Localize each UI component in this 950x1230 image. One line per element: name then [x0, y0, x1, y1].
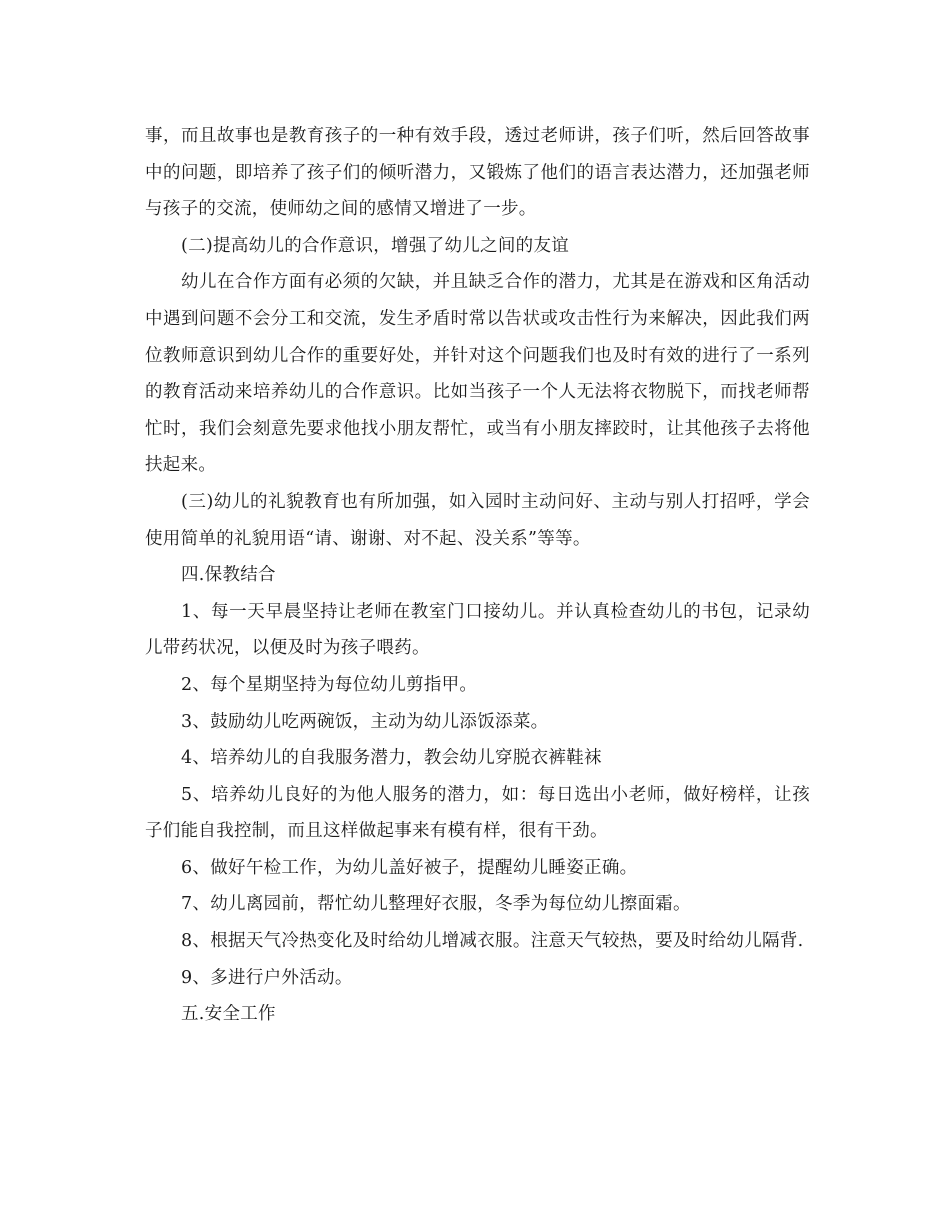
list-item-7: 7、幼儿离园前，帮忙幼儿整理好衣服，冬季为每位幼儿擦面霜。	[181, 894, 691, 915]
paragraph-courtesy: (三)幼儿的礼貌教育也有所加强，如入园时主动问好、主动与别人打招呼，学会使用简单的礼貌用语“请、谢谢、对不起、没关系”等等。	[145, 491, 810, 549]
list-item-5: 5、培养幼儿良好的为他人服务的潜力，如：每日选出小老师，做好榜样，让孩子们能自我控制，而且这样做起事来有模有样，很有干劲。	[145, 784, 810, 842]
list-item-3: 3、鼓励幼儿吃两碗饭，主动为幼儿添饭添菜。	[181, 711, 549, 732]
list-item-2: 2、每个星期坚持为每位幼儿剪指甲。	[181, 674, 478, 695]
paragraph-continuation: 事，而且故事也是教育孩子的一种有效手段，透过老师讲，孩子们听，然后回答故事中的问题，即培养了孩子们的倾听潜力，又锻炼了他们的语言表达潜力，还加强老师与孩子的交流，使师幼之间的感情又增进了一步。	[145, 126, 810, 220]
list-item-1: 1、每一天早晨坚持让老师在教室门口接幼儿。并认真检查幼儿的书包，记录幼儿带药状况，以便及时为孩子喂药。	[145, 601, 810, 659]
list-item-8: 8、根据天气冷热变化及时给幼儿增减衣服。注意天气较热，要及时给幼儿隔背.	[181, 931, 804, 952]
document-body	[145, 118, 810, 1033]
section-heading-care-education: 四.保教结合	[181, 565, 276, 586]
section-heading-cooperation: (二)提高幼儿的合作意识，增强了幼儿之间的友谊	[181, 235, 570, 256]
list-item-9: 9、多进行户外活动。	[181, 967, 353, 988]
list-item-6: 6、做好午检工作，为幼儿盖好被子，提醒幼儿睡姿正确。	[181, 857, 638, 878]
section-heading-safety: 五.安全工作	[181, 1004, 276, 1025]
list-item-4: 4、培养幼儿的自我服务潜力，教会幼儿穿脱衣裤鞋袜	[181, 748, 602, 769]
paragraph-cooperation: 幼儿在合作方面有必须的欠缺，并且缺乏合作的潜力，尤其是在游戏和区角活动中遇到问题不会分工和交流，发生矛盾时常以告状或攻击性行为来解决，因此我们两位教师意识到幼儿合作的重要好处，并针对这个问题我们也及时有效的进行了一系列的教育活动来培养幼儿的合作意识。比如当孩子一个人无法将衣物脱下，而找老师帮忙时，我们会刻意先要求他找小朋友帮忙，或当有小朋友摔跤时，让其他孩子去将他扶起来。	[145, 272, 810, 476]
